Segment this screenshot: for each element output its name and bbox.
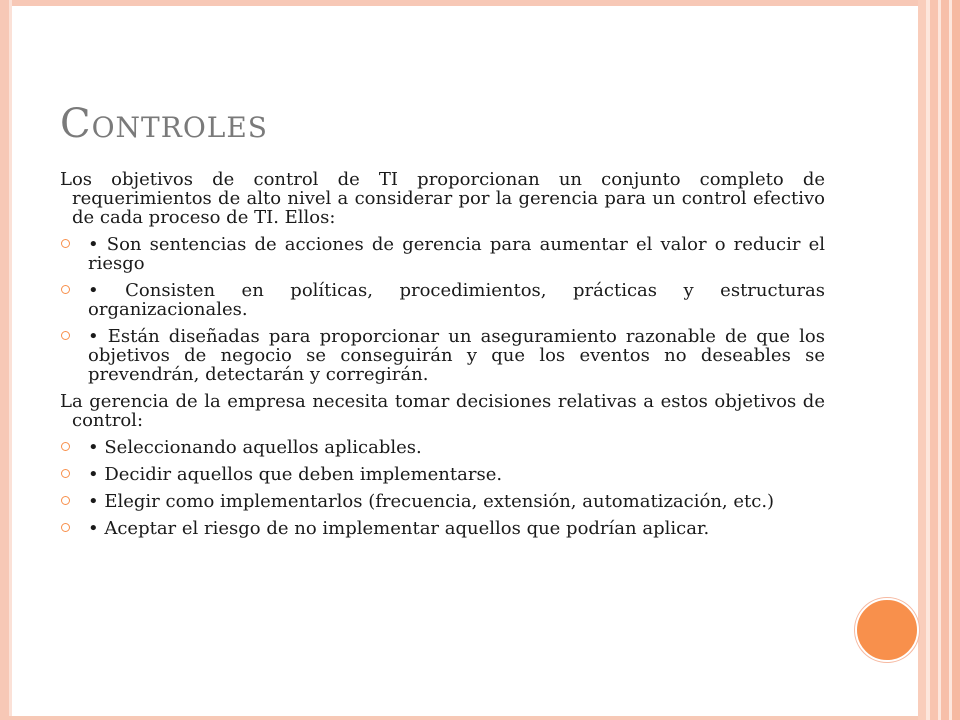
frame-bottom-border bbox=[0, 716, 960, 720]
decorative-stripe bbox=[918, 0, 926, 720]
list-item bbox=[60, 235, 825, 273]
list-item bbox=[60, 281, 825, 319]
decorative-stripe bbox=[952, 0, 960, 720]
circle-bullet-icon bbox=[61, 523, 70, 532]
circle-bullet-icon bbox=[61, 239, 70, 248]
list-item-text: • Decidir aquellos que deben implementarse. bbox=[88, 464, 503, 485]
list-item-text: • Seleccionando aquellos aplicables. bbox=[88, 437, 422, 458]
list-item-text: • Aceptar el riesgo de no implementar aquellos que podrían aplicar. bbox=[88, 518, 710, 539]
list-item-text: • Son sentencias de acciones de gerencia para aumentar el valor o reducir el riesgo bbox=[88, 234, 825, 274]
frame-top-border bbox=[0, 0, 960, 6]
intro-paragraph: Los objetivos de control de TI proporcionan un conjunto completo de requerimientos de alto nivel a considerar por la gerencia para un control efectivo de cada proceso de TI. Ellos: bbox=[60, 169, 825, 228]
frame-left-border bbox=[0, 0, 9, 720]
circle-bullet-icon bbox=[61, 496, 70, 505]
decorative-stripe bbox=[941, 0, 949, 720]
decorative-stripe bbox=[930, 0, 938, 720]
list-item bbox=[60, 465, 825, 484]
slide-body bbox=[60, 170, 825, 546]
list-item bbox=[60, 519, 825, 538]
list-item bbox=[60, 327, 825, 384]
circle-bullet-icon bbox=[61, 285, 70, 294]
circle-bullet-icon bbox=[61, 469, 70, 478]
list-item bbox=[60, 492, 825, 511]
circle-bullet-icon bbox=[61, 442, 70, 451]
list-item-text: • Elegir como implementarlos (frecuencia, extensión, automatización, etc.) bbox=[88, 491, 775, 512]
slide-title: Controles bbox=[60, 101, 268, 147]
list-item bbox=[60, 438, 825, 457]
second-paragraph: La gerencia de la empresa necesita tomar decisiones relativas a estos objetivos de control: bbox=[60, 391, 825, 431]
list-item-text: • Están diseñadas para proporcionar un aseguramiento razonable de que los objetivos de negocio se conseguirán y que los eventos no deseables se prevendrán, detectarán y corregirán. bbox=[88, 326, 825, 385]
list-item-text: • Consisten en políticas, procedimientos, prácticas y estructuras organizacionales. bbox=[88, 280, 825, 320]
circle-bullet-icon bbox=[61, 331, 70, 340]
decorative-circle bbox=[855, 598, 919, 662]
frame-left-inner-border bbox=[9, 0, 12, 720]
